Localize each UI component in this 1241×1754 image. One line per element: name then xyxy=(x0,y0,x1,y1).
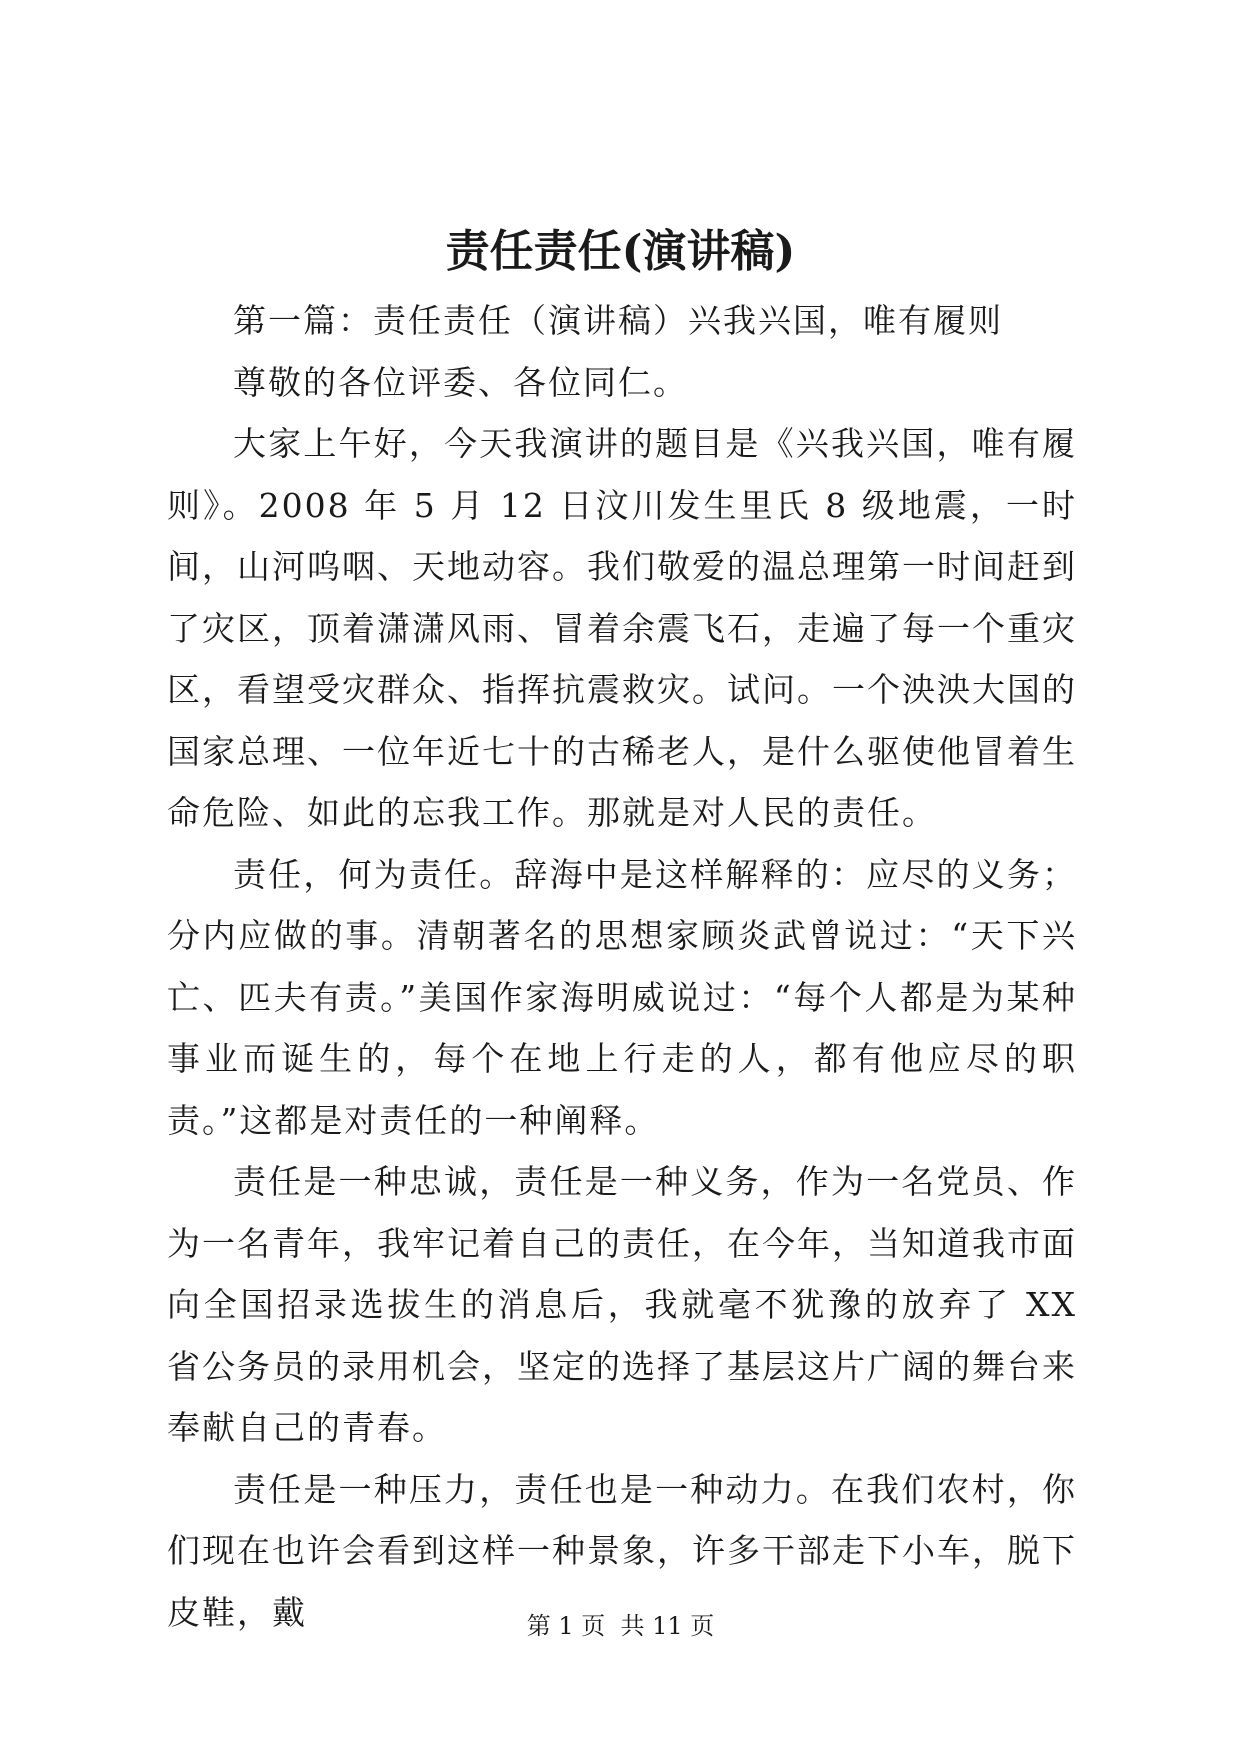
paragraph: 尊敬的各位评委、各位同仁。 xyxy=(233,362,688,402)
page-number-label: 第 1 页 共 11 页 xyxy=(526,1612,715,1640)
paragraph: 责任是一种压力，责任也是一种动力。在我们农村，你们现在也许会看到这样一种景象，许多干部走下小车，脱下皮鞋，戴 xyxy=(167,1469,1077,1632)
paragraph: 责任是一种忠诚，责任是一种义务，作为一名党员、作为一名青年，我牢记着自己的责任，在今年，当知道我市面向全国招录选拔生的消息后，我就毫不犹豫的放弃了 XX 省公务员的录用机会，坚定的选择了基层这片广阔的舞台来奉献自己的青春。 xyxy=(167,1162,1077,1447)
paragraph: 责任，何为责任。辞海中是这样解释的：应尽的义务；分内应做的事。清朝著名的思想家顾炎武曾说过：“天下兴亡、匹夫有责。”美国作家海明威说过：“每个人都是为某种事业而诞生的，每个在地上行走的人，都有他应尽的职责。”这都是对责任的一种阐释。 xyxy=(167,854,1077,1140)
paragraph: 第一篇：责任责任（演讲稿）兴我兴国，唯有履则 xyxy=(233,301,1003,340)
document-body xyxy=(167,290,1077,1643)
document-title: 责任责任(演讲稿) xyxy=(445,226,796,277)
page-footer xyxy=(0,1610,1241,1642)
paragraph: 大家上午好，今天我演讲的题目是《兴我兴国，唯有履则》。2008 年 5 月 12 日汶川发生里氏 8 级地震，一时间，山河呜咽、天地动容。我们敬爱的温总理第一时间赶到了灾区，顶着潇潇风雨、冒着余震飞石，走遍了每一个重灾区，看望受灾群众、指挥抗震救灾。试问。一个泱泱大国的国家总理、一位年近七十的古稀老人，是什么驱使他冒着生命危险、如此的忘我工作。那就是对人民的责任。 xyxy=(167,424,1077,832)
